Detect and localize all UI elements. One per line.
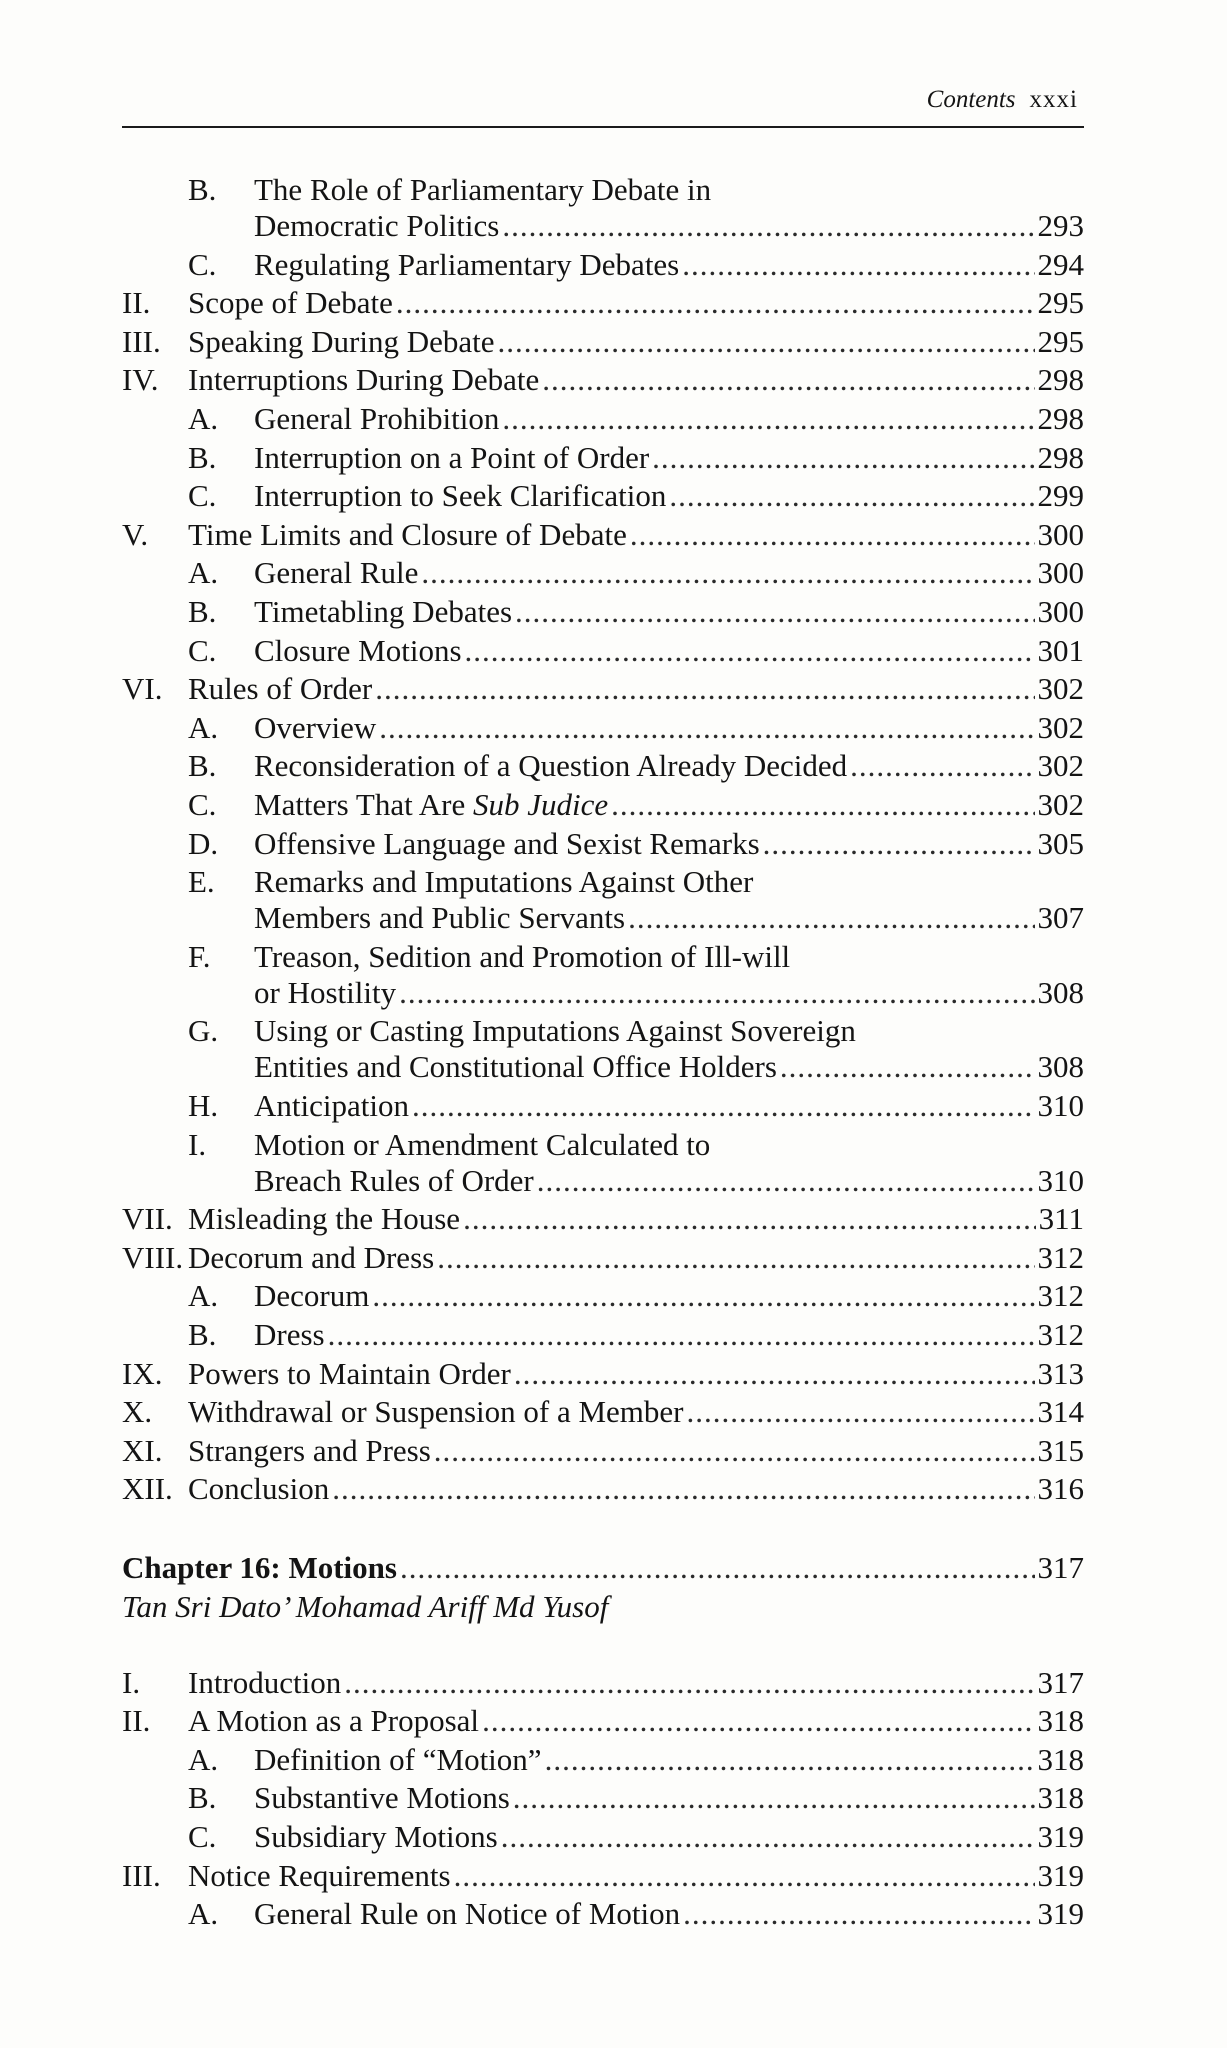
dot-leader [850,748,1034,784]
toc-entry-title: Scope of Debate [188,285,393,321]
toc-page-number: 295 [1037,323,1084,359]
toc-entry-title: General Rule [254,555,419,591]
dot-leader [421,555,1034,591]
toc-page-number: 302 [1037,671,1084,707]
toc-entry [122,440,1084,476]
toc-entry-number: V. [122,516,149,552]
toc-entry-title: Matters That Are Sub Judice [254,787,609,822]
toc-page-number: 312 [1037,1278,1084,1314]
toc-entry-title: Notice Requirements [188,1857,451,1893]
toc-page-number: 307 [1037,900,1084,936]
toc-entry [122,1088,1084,1124]
toc-entry-title: Misleading the House [188,1201,461,1237]
header-section-title: Contents [926,86,1016,113]
toc-entry [122,1665,1084,1701]
toc-entry [122,324,1084,360]
toc-page-number: 318 [1037,1703,1084,1739]
toc-page-number: 298 [1037,439,1084,475]
dot-leader [502,401,1034,437]
toc-entry-title: Powers to Maintain Order [188,1355,511,1391]
toc-page-number: 312 [1037,1317,1084,1352]
toc-entry-number: IX. [122,1355,163,1391]
dot-leader [332,1471,1034,1507]
dot-leader [780,1049,1035,1085]
dot-leader [652,440,1034,476]
toc-entry-number: C. [188,478,217,514]
toc-entry [122,710,1084,746]
dot-leader [542,362,1034,398]
toc-page-number: 302 [1037,748,1084,784]
toc-entry-title: Motion or Amendment Calculated to [254,1126,711,1162]
toc-page-number: 305 [1037,825,1084,861]
toc-entry [122,826,1084,862]
running-header [122,86,1084,128]
toc-entry-number: A. [188,709,219,745]
toc-entry-number: XI. [122,1432,163,1468]
dot-leader [399,975,1034,1011]
toc-entry-number: D. [188,825,219,861]
toc-entry [122,1394,1084,1430]
toc-page-number: 315 [1037,1432,1084,1468]
toc-page-number: 300 [1037,555,1084,591]
toc-entry-title: Closure Motions [254,632,462,668]
toc-entry-title: Definition of “Motion” [254,1741,542,1777]
toc-entry-number: C. [188,632,217,668]
dot-leader [669,478,1034,514]
dot-leader [328,1317,1035,1353]
toc-entry [122,1742,1084,1778]
toc-page-number: 294 [1037,246,1084,282]
toc-page-number: 319 [1037,1896,1084,1932]
toc-entry-title: Members and Public Servants [254,900,626,936]
toc-entry [122,1780,1084,1816]
toc-page-number: 308 [1037,974,1084,1010]
toc-entry-number: II. [122,285,151,321]
dot-leader [437,1240,1034,1276]
toc-page-number: 311 [1038,1201,1084,1237]
toc-page-number: 319 [1037,1819,1084,1854]
toc-page-number: 299 [1037,478,1084,514]
dot-leader [763,826,1035,862]
dot-leader [545,1742,1035,1778]
dot-leader [515,594,1034,630]
dot-leader [396,285,1035,321]
toc-page-number: 310 [1037,1162,1084,1198]
dot-leader [630,517,1035,553]
toc-entry-number: IV. [122,362,159,398]
toc-entry-title: General Prohibition [254,401,500,436]
toc-entry-title: Rules of Order [188,671,373,707]
toc-page-number: 318 [1037,1780,1084,1816]
toc-entry-title: Substantive Motions [254,1780,510,1816]
toc-entry-title: A Motion as a Proposal [188,1703,480,1739]
toc-entry [122,594,1084,630]
toc-page-number: 300 [1037,516,1084,552]
toc-entry-number: A. [188,1741,219,1777]
dot-leader [501,1819,1035,1855]
toc-entry [122,748,1084,784]
toc-page-number: 293 [1037,208,1084,243]
toc-entry-title: Reconsideration of a Question Already Decided [254,748,848,784]
toc-entry [122,939,1084,1011]
toc-entry-number: A. [188,401,219,436]
toc-page-number: 318 [1037,1741,1084,1777]
toc-entry-number: H. [188,1088,219,1123]
toc-entry-title: Remarks and Imputations Against Other [254,864,754,900]
toc-entry-number: A. [188,1896,219,1932]
dot-leader [434,1433,1035,1469]
dot-leader [611,787,1034,823]
toc-page-number: 298 [1037,362,1084,398]
toc-page-number: 313 [1037,1355,1084,1391]
toc-entry [122,1819,1084,1855]
toc-entry [122,787,1084,823]
toc-entry-number: II. [122,1703,151,1739]
toc-entry-number: A. [188,1278,219,1314]
dot-leader [379,710,1034,746]
toc-entry-title: Withdrawal or Suspension of a Member [188,1394,684,1430]
toc-page-number: 302 [1037,787,1084,822]
toc-entry-number: I. [122,1664,141,1700]
toc-entry [122,1471,1084,1507]
dot-leader [375,671,1034,707]
toc-entry-title: Subsidiary Motions [254,1819,498,1854]
toc-entry-number: X. [122,1394,153,1430]
toc-entry-title: Entities and Constitutional Office Holders [254,1049,777,1085]
toc-entry-title: Strangers and Press [188,1432,431,1468]
toc-entry-number: C. [188,787,217,822]
dot-leader [482,1703,1034,1739]
dot-leader [344,1665,1034,1701]
italic-term: Sub Judice [472,787,609,822]
toc-entry-number: C. [188,246,217,282]
toc-entry [122,362,1084,398]
toc-entry-title: The Role of Parliamentary Debate in [254,172,712,207]
dot-leader [537,1163,1035,1199]
toc-entry-number: B. [188,439,217,475]
toc-entry [122,1013,1084,1085]
toc-entry-number: G. [188,1013,219,1049]
toc-page-number: 312 [1037,1239,1084,1275]
dot-leader [412,1088,1035,1124]
toc-page-number: 301 [1037,632,1084,668]
toc-entry-number: C. [188,1819,217,1854]
toc-entry [122,633,1084,669]
toc-entry-number: I. [188,1126,207,1162]
toc-entry-title: Overview [254,709,377,745]
dot-leader [372,1278,1034,1314]
chapter-heading [122,1550,1084,1586]
toc-entry [122,1127,1084,1199]
dot-leader [400,1550,1035,1586]
toc-entry-title: Offensive Language and Sexist Remarks [254,825,760,861]
toc-entry-title: Interruptions During Debate [188,362,540,398]
dot-leader [687,1394,1035,1430]
dot-leader [497,324,1034,360]
toc-page-number: 317 [1037,1664,1084,1700]
toc-entry-title: Introduction [188,1664,342,1700]
toc-page-number: 295 [1037,285,1084,321]
toc-page-number: 302 [1037,709,1084,745]
dot-leader [514,1356,1035,1392]
toc-entry-title: Time Limits and Closure of Debate [188,516,627,552]
dot-leader [628,900,1034,936]
header-page-number: xxxi [1029,86,1078,113]
toc-entry-number: B. [188,594,217,629]
toc-entry [122,671,1084,707]
toc-entry-number: A. [188,555,219,591]
toc-entry-title: Using or Casting Imputations Against Sovereign [254,1013,856,1049]
chapter-author: Tan Sri Dato’ Mohamad Ariff Md Yusof [122,1588,609,1624]
toc-entry-title: Dress [254,1317,325,1352]
toc-entry-number: III. [122,323,161,359]
toc-entry-number: E. [188,864,215,900]
toc-entry-title: Conclusion [188,1471,330,1507]
dot-leader [454,1858,1035,1894]
toc-page-number: 319 [1037,1857,1084,1893]
toc-entry [122,1896,1084,1932]
toc-entry-title: Treason, Sedition and Promotion of Ill-will [254,938,791,974]
toc-entry-title: General Rule on Notice of Motion [254,1896,681,1932]
dot-leader [682,247,1034,283]
toc-entry-title: Decorum [254,1278,370,1314]
toc-page-number: 316 [1037,1471,1084,1507]
dot-leader [513,1780,1035,1816]
toc-entry-title: Speaking During Debate [188,323,495,359]
dot-leader [502,208,1034,244]
toc-page-number: 314 [1037,1394,1084,1430]
dot-leader [465,633,1035,669]
toc-entry-number: VI. [122,671,163,707]
toc-entry-title: Anticipation [254,1088,409,1123]
toc-entry-number: F. [188,938,211,974]
toc-entry-number: B. [188,748,217,784]
running-head-text [927,86,1078,114]
toc-entry [122,1201,1084,1237]
toc-entry [122,285,1084,321]
toc-entry [122,1433,1084,1469]
toc-entry-number: B. [188,1317,217,1352]
toc-entry [122,1703,1084,1739]
toc-page-number: 317 [1037,1550,1084,1585]
toc-entry-number: XII. [122,1471,173,1507]
toc-entry-number: VII. [122,1201,173,1237]
toc-entry [122,517,1084,553]
dot-leader [463,1201,1036,1237]
toc-entry-title: Democratic Politics [254,208,500,243]
toc-entry [122,1278,1084,1314]
dot-leader [683,1896,1034,1932]
toc-entry-number: B. [188,172,217,207]
toc-entry [122,1858,1084,1894]
toc-entry-title: Interruption on a Point of Order [254,439,650,475]
toc-entry [122,401,1084,437]
toc-page-number: 310 [1037,1088,1084,1123]
toc-page-number: 300 [1037,594,1084,629]
toc-entry-number: B. [188,1780,217,1816]
toc-entry-title: or Hostility [254,974,397,1010]
toc-entry-title: Timetabling Debates [254,594,513,629]
toc-entry-title: Regulating Parliamentary Debates [254,246,680,282]
toc-entry-title: Interruption to Seek Clarification [254,478,667,514]
toc-entry-title: Decorum and Dress [188,1239,435,1275]
toc-page-number: 308 [1037,1049,1084,1085]
toc-entry [122,864,1084,936]
toc-entry [122,247,1084,283]
toc-entry-number: VIII. [122,1239,184,1275]
toc-entry [122,1317,1084,1353]
toc-entry [122,1356,1084,1392]
toc-page-number: 298 [1037,401,1084,436]
toc-entry-title: Breach Rules of Order [254,1162,534,1198]
toc-entry [122,478,1084,514]
toc-entry-number: III. [122,1857,161,1893]
toc-entry [122,555,1084,591]
toc-entry [122,172,1084,244]
toc-entry-title: Chapter 16: Motions [122,1550,397,1585]
toc-entry [122,1240,1084,1276]
